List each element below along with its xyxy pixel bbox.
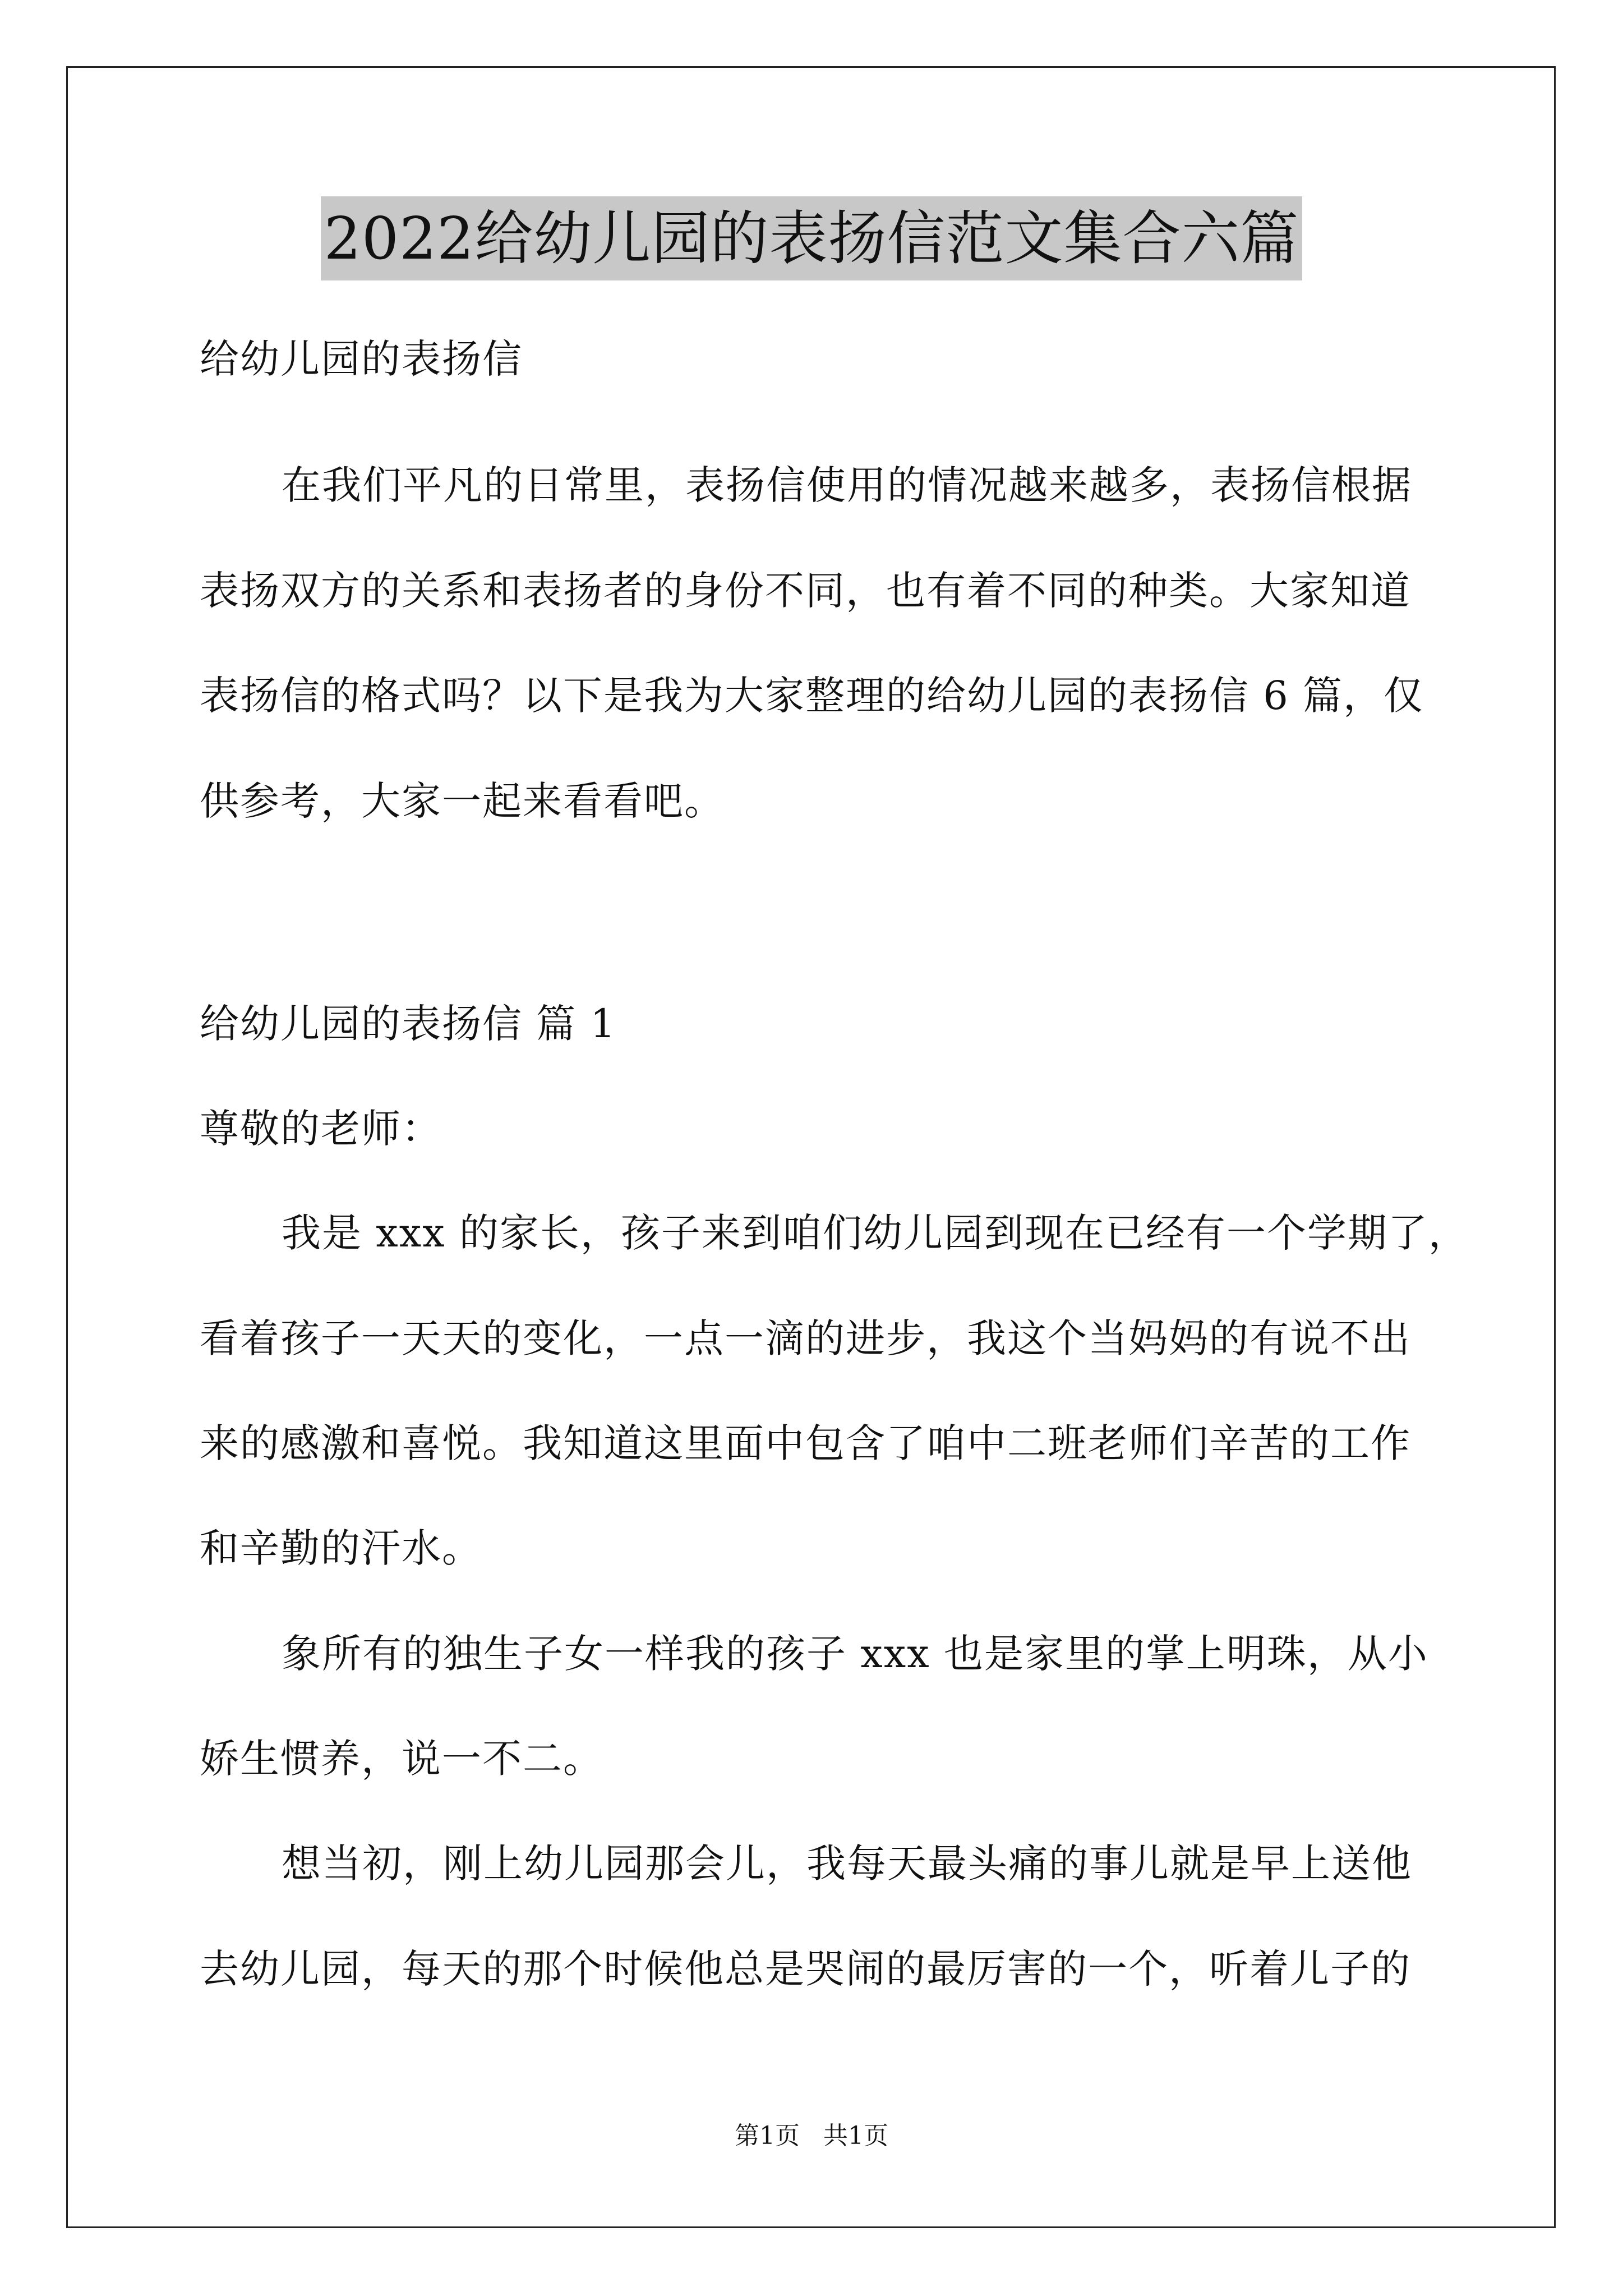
section-heading: 给幼儿园的表扬信	[200, 336, 523, 382]
salutation: 尊敬的老师：	[200, 1106, 442, 1152]
paragraph-2-line-2: 娇生惯养，说一不二。	[200, 1736, 603, 1782]
page-footer	[0, 2119, 1623, 2153]
page-number: 第1页	[735, 2122, 800, 2150]
page-total: 共1页	[823, 2122, 888, 2150]
paragraph-2-line-1: 象所有的独生子女一样我的孩子 xxx 也是家里的掌上明珠，从小	[282, 1631, 1428, 1677]
paragraph-3-line-1: 想当初，刚上幼儿园那会儿，我每天最头痛的事儿就是早上送他	[282, 1841, 1412, 1887]
paragraph-1-line-3: 来的感激和喜悦。我知道这里面中包含了咱中二班老师们辛苦的工作	[200, 1420, 1411, 1466]
intro-line-3: 表扬信的格式吗？以下是我为大家整理的给幼儿园的表扬信 6 篇，仅	[200, 673, 1424, 719]
paragraph-1-line-1: 我是 xxx 的家长，孩子来到咱们幼儿园到现在已经有一个学期了，	[282, 1210, 1469, 1256]
paragraph-3-line-2: 去幼儿园，每天的那个时候他总是哭闹的最厉害的一个，听着儿子的	[200, 1946, 1411, 1992]
intro-line-1: 在我们平凡的日常里，表扬信使用的情况越来越多，表扬信根据	[282, 462, 1412, 508]
intro-line-4: 供参考，大家一起来看看吧。	[200, 778, 725, 824]
paragraph-1-line-2: 看着孩子一天天的变化，一点一滴的进步，我这个当妈妈的有说不出	[200, 1315, 1411, 1361]
paragraph-1-line-4: 和辛勤的汗水。	[200, 1525, 482, 1571]
letter-heading: 给幼儿园的表扬信 篇 1	[200, 1001, 617, 1047]
document-title: 2022给幼儿园的表扬信范文集合六篇	[321, 196, 1303, 280]
intro-line-2: 表扬双方的关系和表扬者的身份不同，也有着不同的种类。大家知道	[200, 568, 1411, 614]
title-wrap	[0, 196, 1623, 280]
